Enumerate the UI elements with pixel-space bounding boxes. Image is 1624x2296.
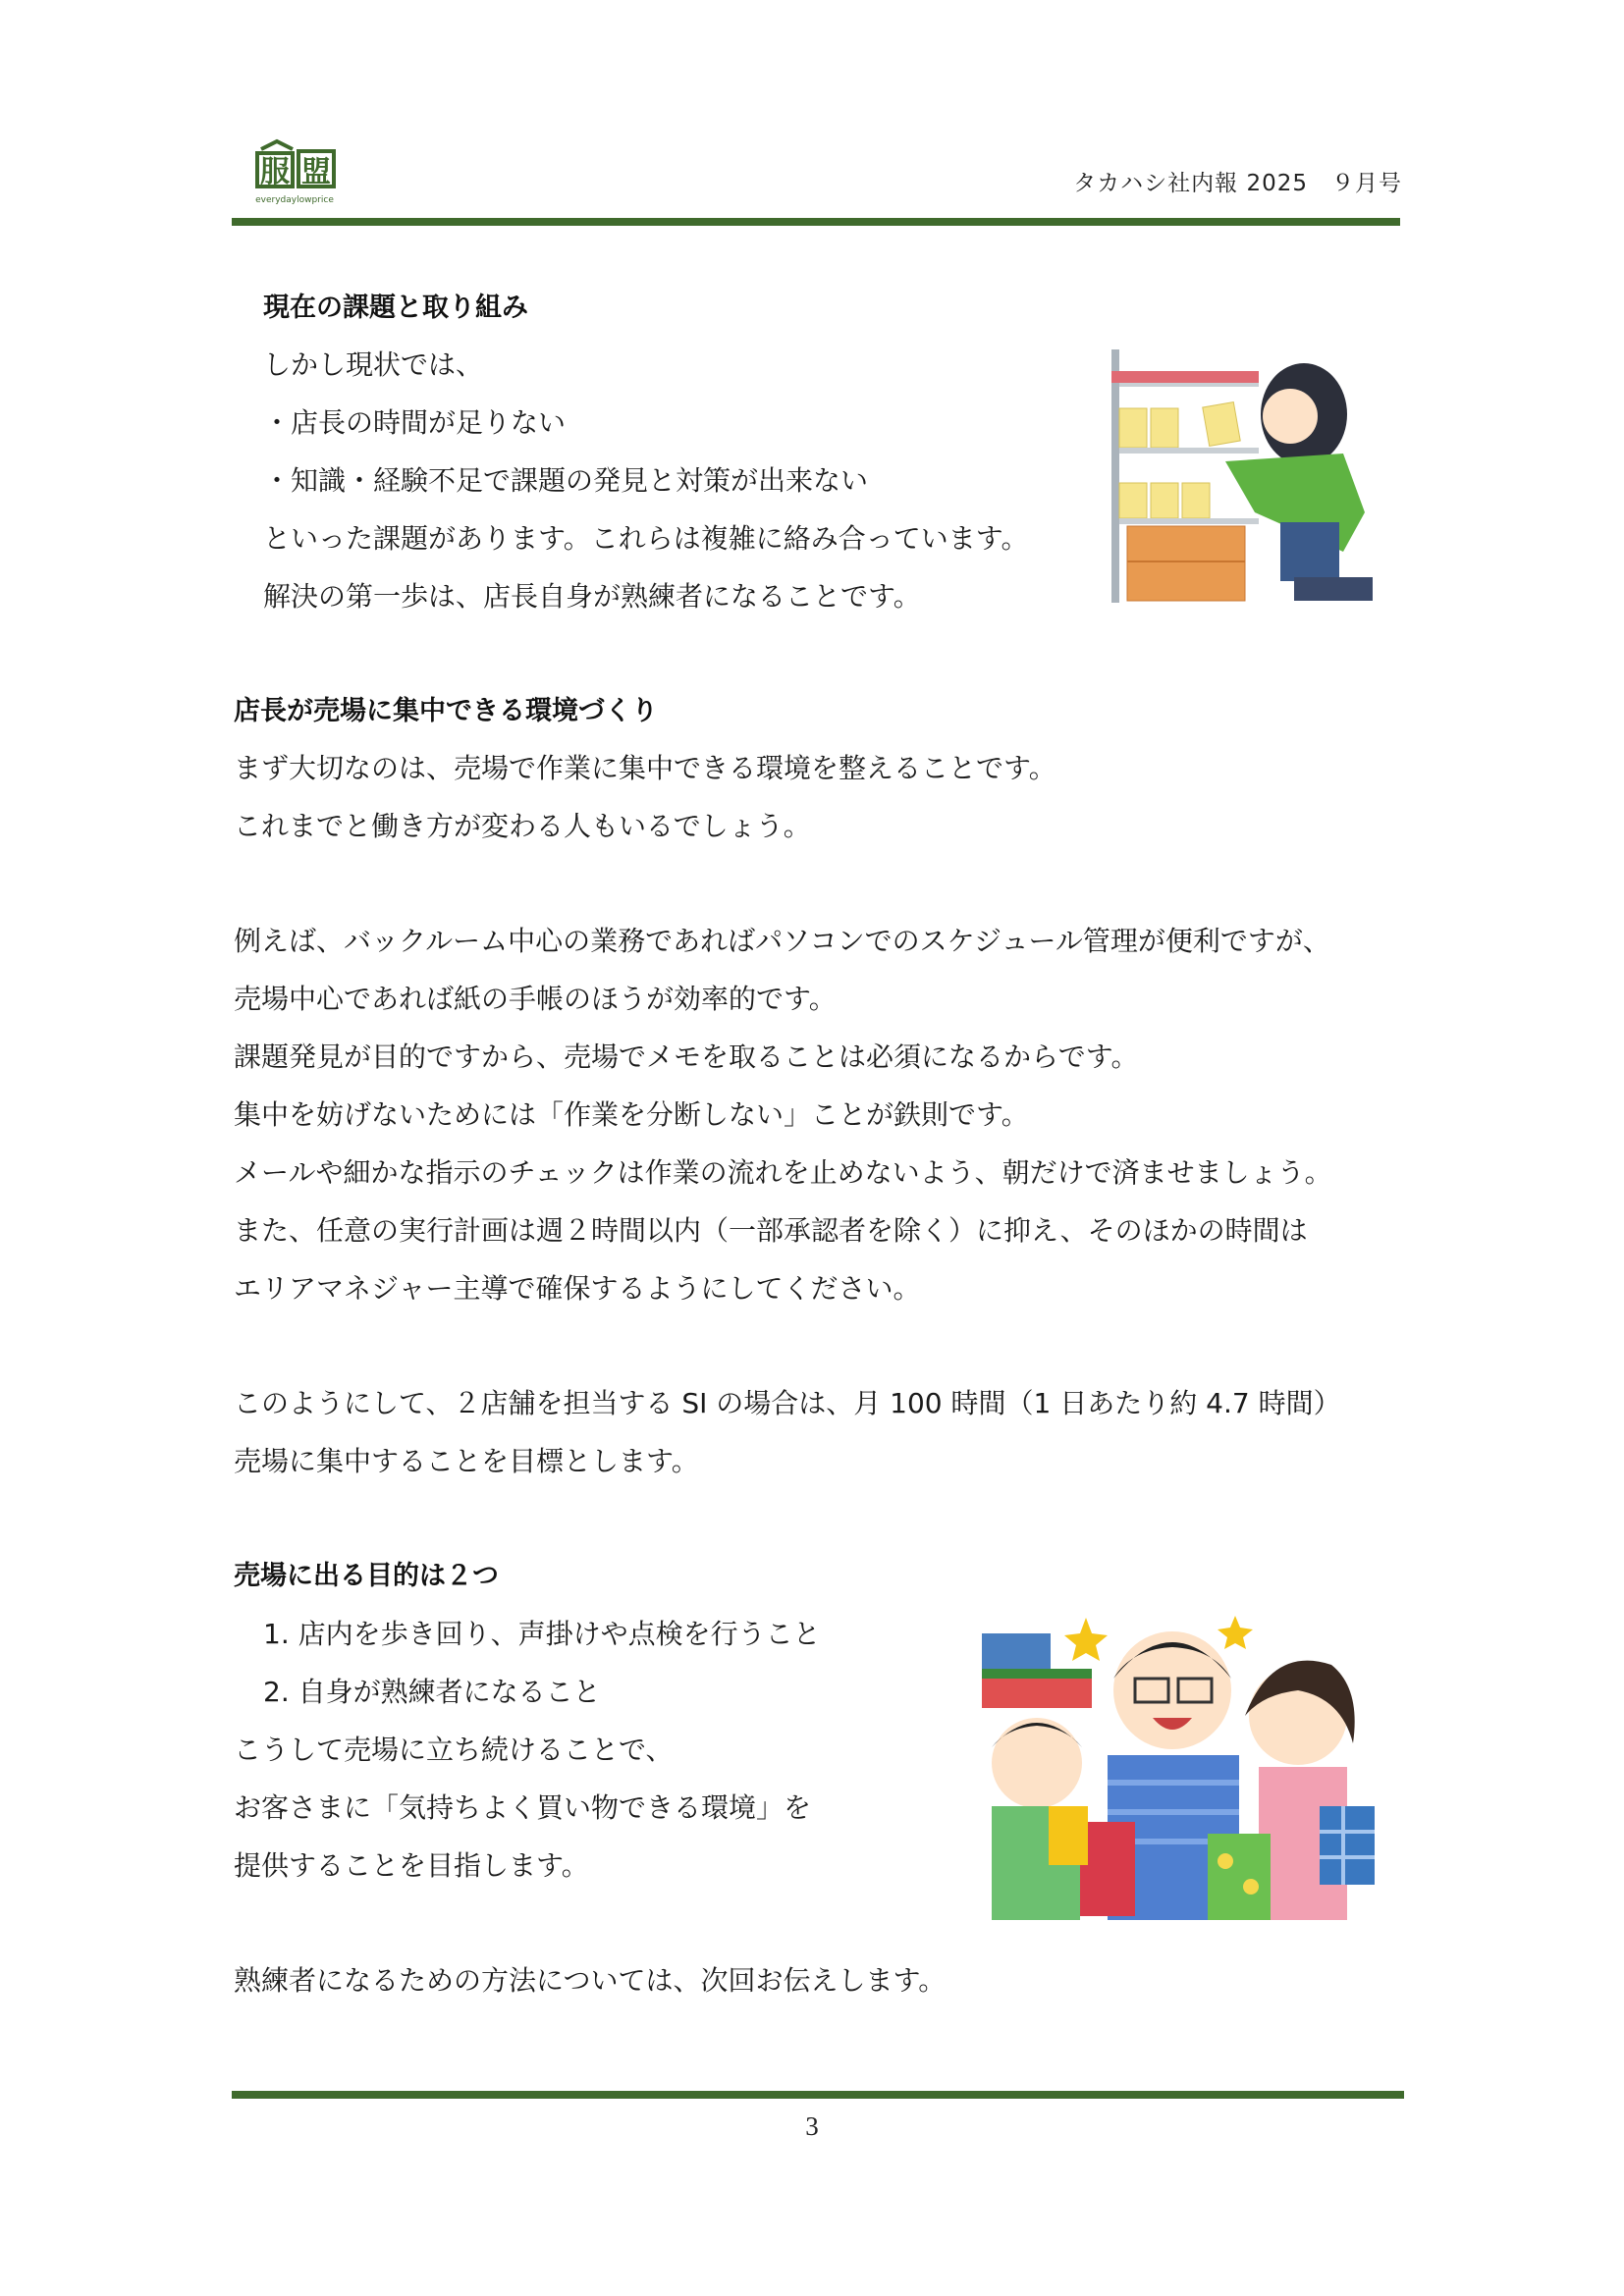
- paragraph-line: 売場に集中することを目標とします。: [234, 1445, 699, 1477]
- paragraph-line: 提供することを目指します。: [234, 1849, 589, 1882]
- paragraph-line: このようにして、２店舗を担当する SI の場合は、月 100 時間（1 日あたり約 4.7 時間）: [234, 1387, 1341, 1419]
- paragraph-line: 課題発見が目的ですから、売場でメモを取ることは必須になるからです。: [234, 1041, 1139, 1073]
- section-heading-two-purposes: 売場に出る目的は２つ: [234, 1561, 499, 1591]
- numbered-list-item: 1. 店内を歩き回り、声掛けや点検を行うこと: [263, 1618, 821, 1650]
- bullet-item: ・知識・経験不足で課題の発見と対策が出来ない: [263, 464, 869, 497]
- paragraph-line: 解決の第一歩は、店長自身が熟練者になることです。: [263, 580, 921, 613]
- closing-line: 熟練者になるための方法については、次回お伝えします。: [234, 1964, 947, 1997]
- logo-char-2: 盟: [301, 155, 331, 189]
- company-logo: [247, 137, 342, 206]
- paragraph-line: こうして売場に立ち続けることで、: [234, 1734, 674, 1766]
- logo-tagline: everydaylowprice: [255, 195, 334, 205]
- numbered-list-item: 2. 自身が熟練者になること: [263, 1676, 601, 1708]
- paragraph-line: お客さまに「気持ちよく買い物できる環境」を: [234, 1791, 812, 1824]
- paragraph-line: 売場中心であれば紙の手帳のほうが効率的です。: [234, 983, 837, 1015]
- footer-divider: [232, 2091, 1404, 2099]
- paragraph-line: まず大切なのは、売場で作業に集中できる環境を整えることです。: [234, 752, 1056, 784]
- paragraph-line: エリアマネジャー主導で確保するようにしてください。: [234, 1272, 921, 1305]
- header-divider: [232, 218, 1400, 226]
- bullet-item: ・店長の時間が足りない: [263, 406, 567, 439]
- logo-char-1: 服: [260, 155, 290, 189]
- paragraph-line: また、任意の実行計画は週２時間以内（一部承認者を除く）に抑え、そのほかの時間は: [234, 1214, 1308, 1247]
- paragraph-line: 集中を妨げないためには「作業を分断しない」ことが鉄則です。: [234, 1098, 1029, 1131]
- paragraph-line: メールや細かな指示のチェックは作業の流れを止めないよう、朝だけで済ませましょう。: [234, 1156, 1332, 1189]
- paragraph-line: といった課題があります。これらは複雑に絡み合っています。: [263, 522, 1029, 555]
- section-heading-environment: 店長が売場に集中できる環境づくり: [234, 696, 658, 726]
- page-number: 3: [805, 2111, 819, 2141]
- shelf-stocking-illustration: [1108, 346, 1402, 613]
- happy-shoppers-illustration: [978, 1610, 1379, 1922]
- issue-label: タカハシ社内報 2025 ９月号: [1073, 171, 1402, 196]
- paragraph-line: しかし現状では、: [263, 348, 484, 381]
- section-heading-current-issues: 現在の課題と取り組み: [263, 293, 528, 323]
- paragraph-line: 例えば、バックルーム中心の業務であればパソコンでのスケジュール管理が便利ですが、: [234, 925, 1330, 957]
- paragraph-line: これまでと働き方が変わる人もいるでしょう。: [234, 810, 811, 842]
